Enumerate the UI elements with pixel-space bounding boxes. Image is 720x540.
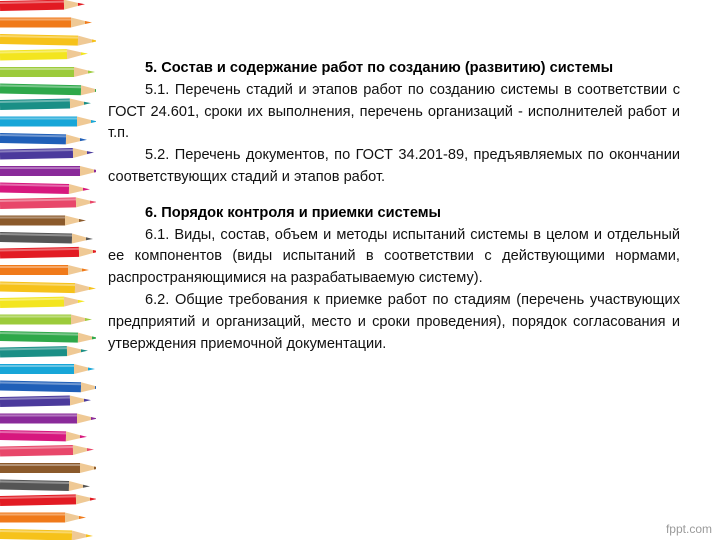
pencil	[0, 183, 90, 195]
section-5-heading: 5. Состав и содержание работ по созданию (развитию) системы	[145, 60, 614, 76]
pencil	[0, 414, 96, 424]
item-6-2: 6.2. Общие требования к приемке работ по стадиям (перечень участвующих предприятий и организаций, место и сроки проведения), порядок согласования и утверждения приемочной документации.	[108, 291, 680, 352]
pencil	[0, 166, 96, 176]
document-body	[108, 58, 680, 355]
pencil	[0, 364, 95, 374]
pencil	[0, 98, 91, 110]
pencil	[0, 430, 87, 442]
pencil	[0, 117, 96, 127]
pencil	[0, 232, 93, 244]
pencil	[0, 84, 96, 96]
pencil	[0, 133, 87, 145]
section-6-heading: 6. Порядок контроля и приемки системы	[145, 204, 442, 221]
pencil	[0, 34, 96, 46]
pencil	[0, 148, 94, 160]
item-5-1: 5.1. Перечень стадий и этапов работ по созданию системы в соответствии с ГОСТ 24.601, сроки их выполнения, перечень организаций - исполнителей работ и т.п.	[108, 81, 680, 142]
pencil	[0, 18, 92, 28]
pencil	[0, 197, 96, 209]
pencil	[0, 480, 90, 492]
pencil	[0, 513, 86, 523]
pencil	[0, 445, 94, 457]
pencil	[0, 529, 93, 540]
pencil	[0, 246, 96, 258]
pencil	[0, 282, 96, 294]
pencil	[0, 0, 85, 11]
pencil	[0, 216, 86, 226]
pencil	[0, 463, 96, 473]
pencil	[0, 346, 88, 358]
pencil	[0, 296, 85, 308]
pencils-decoration	[0, 0, 96, 540]
pencil	[0, 395, 91, 407]
pencil	[0, 494, 96, 506]
pencil	[0, 265, 89, 275]
pencil	[0, 67, 95, 77]
item-5-2: 5.2. Перечень документов, по ГОСТ 34.201-89, предъявляемых по окончании соответствующих стадий и этапов работ.	[108, 147, 680, 185]
watermark: fppt.com	[665, 522, 712, 536]
item-6-1: 6.1. Виды, состав, объем и методы испытаний системы в целом и отдельный ее компонентов (виды испытаний в соответствии с действующими нормами, распространяющимися на разрабатываемую систему).	[108, 226, 680, 287]
pencil	[0, 381, 96, 393]
pencil	[0, 49, 88, 61]
pencil	[0, 331, 96, 343]
pencil	[0, 315, 92, 325]
